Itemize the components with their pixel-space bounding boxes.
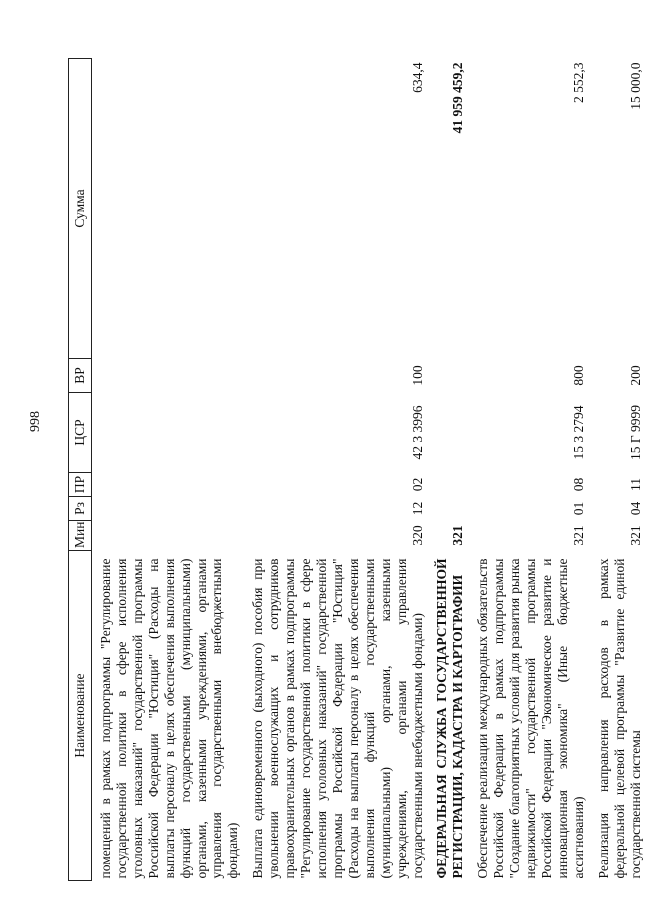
header-vr: ВР [69, 359, 92, 393]
row-pr: 11 [627, 478, 643, 491]
row-name: ФЕДЕРАЛЬНАЯ СЛУЖБА ГОСУДАРСТВЕННОЙ РЕГИСТРАЦИИ, КАДАСТРА И КАРТОГРАФИИ [434, 558, 466, 879]
row-min: 320 [409, 525, 425, 546]
row-csr: 42 3 3996 [409, 405, 425, 460]
row-min: 321 [450, 525, 466, 546]
row-vr [428, 359, 469, 393]
table-row [590, 59, 647, 881]
row-rz [428, 497, 469, 521]
row-rz [92, 497, 245, 521]
row-sum: 634,4 [409, 62, 425, 93]
row-min [92, 521, 245, 551]
row-sum [92, 59, 245, 359]
row-sum: 41 959 459,2 [450, 62, 466, 134]
row-pr [428, 473, 469, 497]
row-rz: 12 [409, 501, 425, 516]
budget-table [68, 58, 647, 881]
table-row [244, 59, 428, 881]
row-csr [428, 393, 469, 473]
row-name: Реализация направления расходов в рамках федеральной целевой программы "Развитие единой государственной системы [595, 558, 643, 879]
row-vr: 100 [409, 365, 425, 386]
row-vr [92, 359, 245, 393]
row-pr: 08 [570, 477, 586, 492]
header-pr: ПР [69, 473, 92, 497]
row-name: помещений в рамках подпрограммы "Регулирование государственной политики в сфере исполнения уголовных наказаний" государственной программы Российской Федерации "Юстиция" (Расходы на выплаты персоналу в целях обеспечения выполнения функций государственными (муниципальными) органами, казенными учреждениями, органами управления государственными внебюджетными фондами) [98, 558, 241, 879]
page-number: 998 [28, 411, 43, 432]
row-rz: 01 [570, 501, 586, 516]
table-row [92, 59, 245, 881]
row-vr: 800 [570, 365, 586, 386]
table-row [469, 59, 589, 881]
row-csr: 15 3 2794 [570, 405, 586, 460]
header-min: Мин [69, 521, 92, 551]
row-vr: 200 [627, 365, 643, 386]
row-csr: 15 Г 9999 [627, 404, 643, 461]
row-csr [92, 393, 245, 473]
header-sum: Сумма [69, 59, 92, 359]
row-min: 321 [570, 525, 586, 546]
row-name: Обеспечение реализации международных обязательств Российской Федерации в рамках подпрограммы "Создание благоприятных условий для развития рынка недвижимости" государственной программы Российской Федерации "Экономическое развитие и инновационная экономика" (Иные бюджетные ассигнования) [475, 558, 586, 879]
row-pr: 02 [409, 477, 425, 492]
table-row [428, 59, 469, 881]
header-name: Наименование [69, 551, 92, 881]
row-sum: 2 552,3 [570, 62, 586, 103]
rotated-page-content [68, 59, 643, 881]
header-csr: ЦСР [69, 393, 92, 473]
row-name: Выплата единовременного (выходного) пособия при увольнении военнослужащих и сотрудников правоохранительных органов в рамках подпрограммы "Регулирование государственной политики в сфере исполнения уголовных наказаний" государственной программы Российской Федерации "Юстиция" (Расходы на выплаты персоналу в целях обеспечения выполнения функций государственными (муниципальными) органами, казенными учреждениями, органами управления государственными внебюджетными фондами) [250, 558, 425, 879]
row-rz: 04 [627, 501, 643, 516]
row-min: 321 [627, 525, 643, 546]
row-pr [92, 473, 245, 497]
row-sum: 15 000,0 [627, 62, 643, 110]
header-rz: Рз [69, 497, 92, 521]
table-header-row [69, 59, 92, 881]
